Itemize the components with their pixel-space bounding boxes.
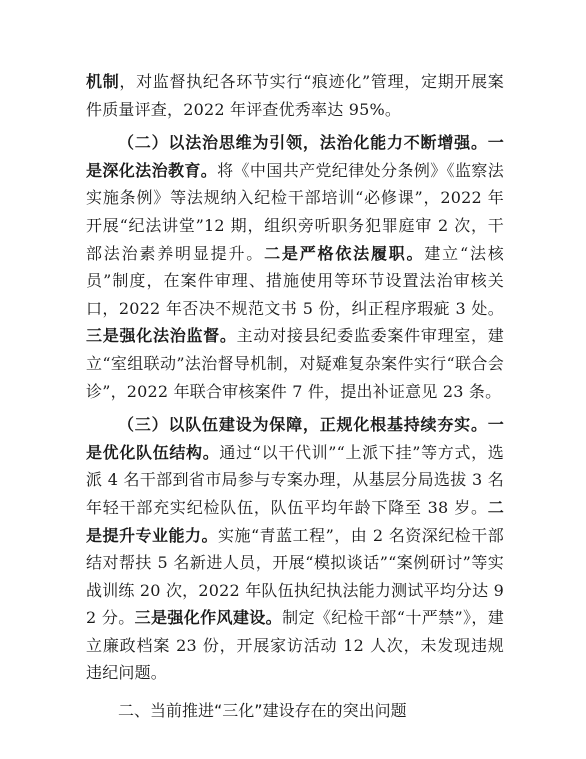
team-point-three-text: 制定《纪检干部“十严禁”》，建立廉政档案 23 份，开展家访活动 12 人次，未发现违规违纪问题。 bbox=[86, 608, 504, 683]
section-heading: 二、当前推进“三化”建设存在的突出问题 bbox=[118, 701, 407, 721]
team-point-two-text: 实施“青蓝工程”，由 2 名资深纪检干部结对帮扶 5 名新进人员，开展“模拟谈话”“案例研讨”等实战训练 20 次，2022 年队伍执纪执法能力测试平均分达 92 分。 bbox=[86, 525, 504, 628]
point-one-text: 将《中国共产党纪律处分条例》《监察法实施条例》等法规纳入纪检干部培训“必修课”，2022 年开展“纪法讲堂”12 期，组织旁听职务犯罪庭审 2 次，干部法治素养明显提升。 bbox=[86, 160, 504, 263]
paragraph-continuation-lead: 机制 bbox=[86, 72, 120, 91]
paragraph-continuation bbox=[86, 68, 504, 123]
paragraph-continuation-text: ，对监督执纪各环节实行“痕迹化”管理，定期开展案件质量评查，2022 年评查优秀率达 95%。 bbox=[86, 72, 504, 119]
point-three-label: 三是强化法治监督。 bbox=[86, 326, 237, 346]
point-two-label: 二是严格依法履职。 bbox=[264, 243, 425, 263]
point-two-text: 建立“法核员”制度，在案件审理、措施使用等环节设置法治审核关口，2022 年否决不规范文书 5 份，纠正程序瑕疵 3 处。 bbox=[86, 243, 504, 318]
document-page bbox=[86, 68, 504, 725]
paragraph-team-building bbox=[86, 411, 504, 687]
team-point-two-label: 二是提升专业能力。 bbox=[86, 497, 504, 545]
paragraph-rule-of-law bbox=[86, 129, 504, 405]
team-point-one-text: 通过“以干代训”“上派下挂”等方式，选派 4 名干部到省市局参与专案办理，从基层分局选拔 3 名年轻干部充实纪检队伍，队伍平均年龄下降至 38 岁。 bbox=[86, 442, 504, 517]
point-one-label: 一是深化法治教育。 bbox=[86, 133, 504, 180]
team-point-one-label: 一是优化队伍结构。 bbox=[86, 415, 504, 462]
paragraph-team-building-title: （三）以队伍建设为保障，正规化根基持续夯实。 bbox=[118, 415, 488, 435]
paragraph-rule-of-law-title: （二）以法治思维为引领，法治化能力不断增强。 bbox=[118, 133, 488, 153]
point-three-text: 主动对接县纪委监委案件审理室，建立“室组联动”法治督导机制，对疑难复杂案件实行“联合会诊”，2022 年联合审核案件 7 件，提出补证意见 23 条。 bbox=[86, 326, 504, 401]
team-point-three-label: 三是强化作风建设。 bbox=[134, 608, 283, 628]
